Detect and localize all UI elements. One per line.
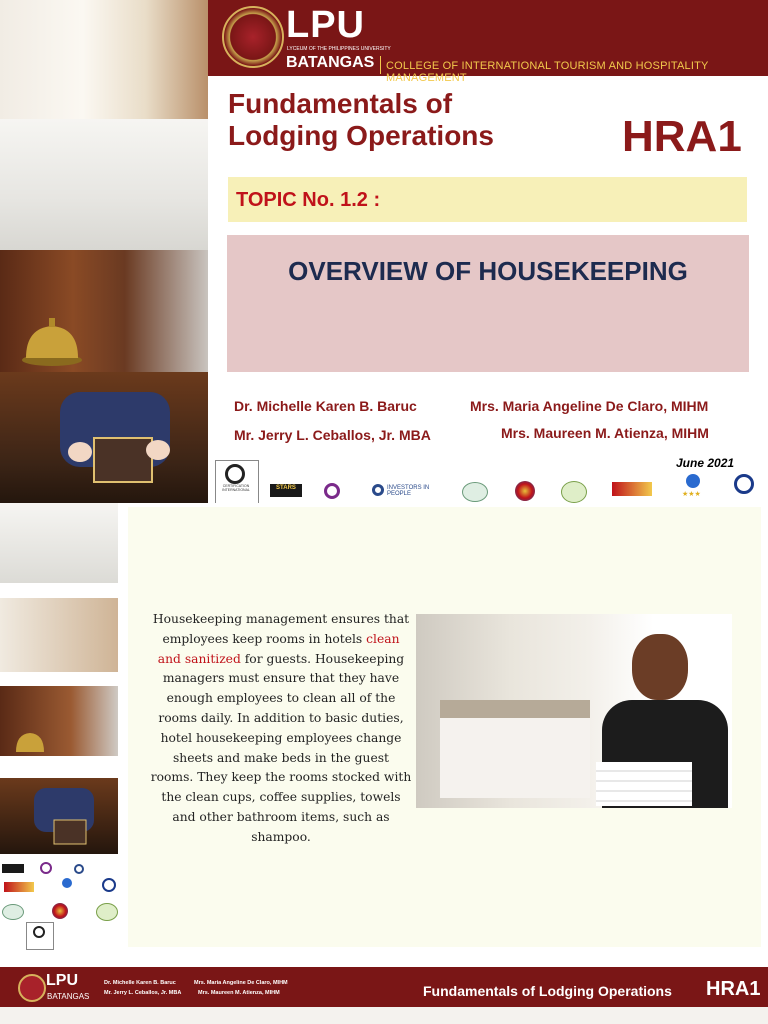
iip-text: INVESTORS IN PEOPLE: [387, 485, 430, 497]
header-divider: [380, 56, 381, 74]
certification-ring-icon: [225, 464, 245, 484]
footer-author-4: Mrs. Maureen M. Atienza, MIHM: [198, 990, 280, 996]
sunburst-small-icon: [52, 903, 68, 919]
topic-number: TOPIC No. 1.2 :: [236, 189, 381, 211]
housekeeping-description: [150, 610, 412, 848]
logo-text: LPU: [286, 4, 365, 46]
college-name: COLLEGE OF INTERNATIONAL TOURISM AND HOSPITALITY MANAGEMENT: [386, 60, 709, 84]
cert-ring-small-icon: [33, 926, 45, 938]
globe-icon: [686, 474, 700, 488]
bed-graphic: [440, 700, 590, 798]
photo-reception-bell: [0, 250, 208, 372]
footer-campus: BATANGAS: [47, 992, 90, 1001]
iip-small-icon: [74, 864, 84, 874]
thumb-keycard: [0, 778, 118, 854]
course-title-line2: Lodging Operations: [228, 120, 494, 151]
thumb-housekeeper: [0, 598, 118, 672]
tesda-small-icon: [102, 878, 116, 892]
keycard-icon-small: [0, 778, 118, 854]
bell-icon: [0, 250, 208, 372]
rating-stars-icon: ★★★: [682, 491, 701, 498]
course-title-line1: Fundamentals of: [228, 88, 453, 119]
lpu-seal-logo: [222, 6, 284, 68]
q-logo-icon: [324, 483, 340, 499]
iip-ring-icon: [372, 484, 384, 496]
overview-title: OVERVIEW OF HOUSEKEEPING: [288, 256, 688, 286]
date: June 2021: [676, 456, 735, 470]
desc-highlight: clean and sanitized: [157, 631, 400, 666]
cert-text: CERTIFICATION INTERNATIONAL: [222, 484, 250, 492]
seal-small-icon: [2, 904, 24, 920]
stars-logo: [270, 484, 302, 497]
photo-bed-making: [0, 119, 208, 250]
course-code: HRA1: [622, 112, 742, 161]
maid-head-graphic: [632, 634, 688, 700]
photo-keycard-handover: [0, 372, 208, 503]
footer-logo-text: LPU: [46, 972, 78, 989]
accreditation-seal-icon: [462, 482, 488, 502]
tesda-logo-icon: [734, 474, 754, 494]
keycard-icon: [0, 372, 208, 503]
towels-graphic: [596, 762, 692, 806]
photo-housekeeper-towels: [0, 0, 208, 119]
globe-small-icon: [62, 878, 72, 888]
author-2: Mr. Jerry L. Ceballos, Jr. MBA: [234, 427, 431, 443]
footer-seal-logo: [18, 974, 46, 1002]
q-logo-small-icon: [40, 862, 52, 874]
next-slide-strip: [0, 1007, 768, 1024]
footer-author-1: Dr. Michelle Karen B. Baruc: [104, 980, 176, 986]
ched-logo-small: [4, 882, 34, 892]
stars-text: STARS: [276, 485, 296, 491]
sunburst-seal-icon: [515, 481, 535, 501]
course-title: [228, 88, 568, 152]
bell-icon-small: [0, 686, 118, 756]
desc-part2: for guests. Housekeeping managers must ensure that they have enough employees to clean all of the rooms daily. In addition to basic duties, hotel housekeeping employees change sheets and make beds in the guest rooms. They keep the rooms stocked with the clean cups, coffee supplies, towels and other bathroom items, such as shampoo.: [150, 651, 412, 844]
footer-course-code: HRA1: [706, 978, 761, 1000]
thumb-reception: [0, 686, 118, 756]
author-4: Mrs. Maureen M. Atienza, MIHM: [501, 425, 709, 441]
green-seal-small-icon: [96, 903, 118, 921]
logo-subtext: LYCEUM OF THE PHILIPPINES UNIVERSITY: [287, 46, 391, 52]
ched-logo: [612, 482, 652, 496]
green-seal-icon: [561, 481, 587, 503]
stars-logo-small: [2, 864, 24, 873]
campus-name: BATANGAS: [286, 54, 375, 71]
desc-part1: Housekeeping management ensures that employees keep rooms in hotels: [152, 612, 410, 646]
thumb-bed-making: [0, 503, 118, 583]
author-3: Mrs. Maria Angeline De Claro, MIHM: [470, 398, 709, 414]
footer-author-3: Mrs. Maria Angeline De Claro, MIHM: [194, 980, 288, 986]
footer-course-title: Fundamentals of Lodging Operations: [423, 983, 672, 999]
author-1: Dr. Michelle Karen B. Baruc: [234, 398, 417, 414]
footer-author-2: Mr. Jerry L. Ceballos, Jr. MBA: [104, 990, 182, 996]
